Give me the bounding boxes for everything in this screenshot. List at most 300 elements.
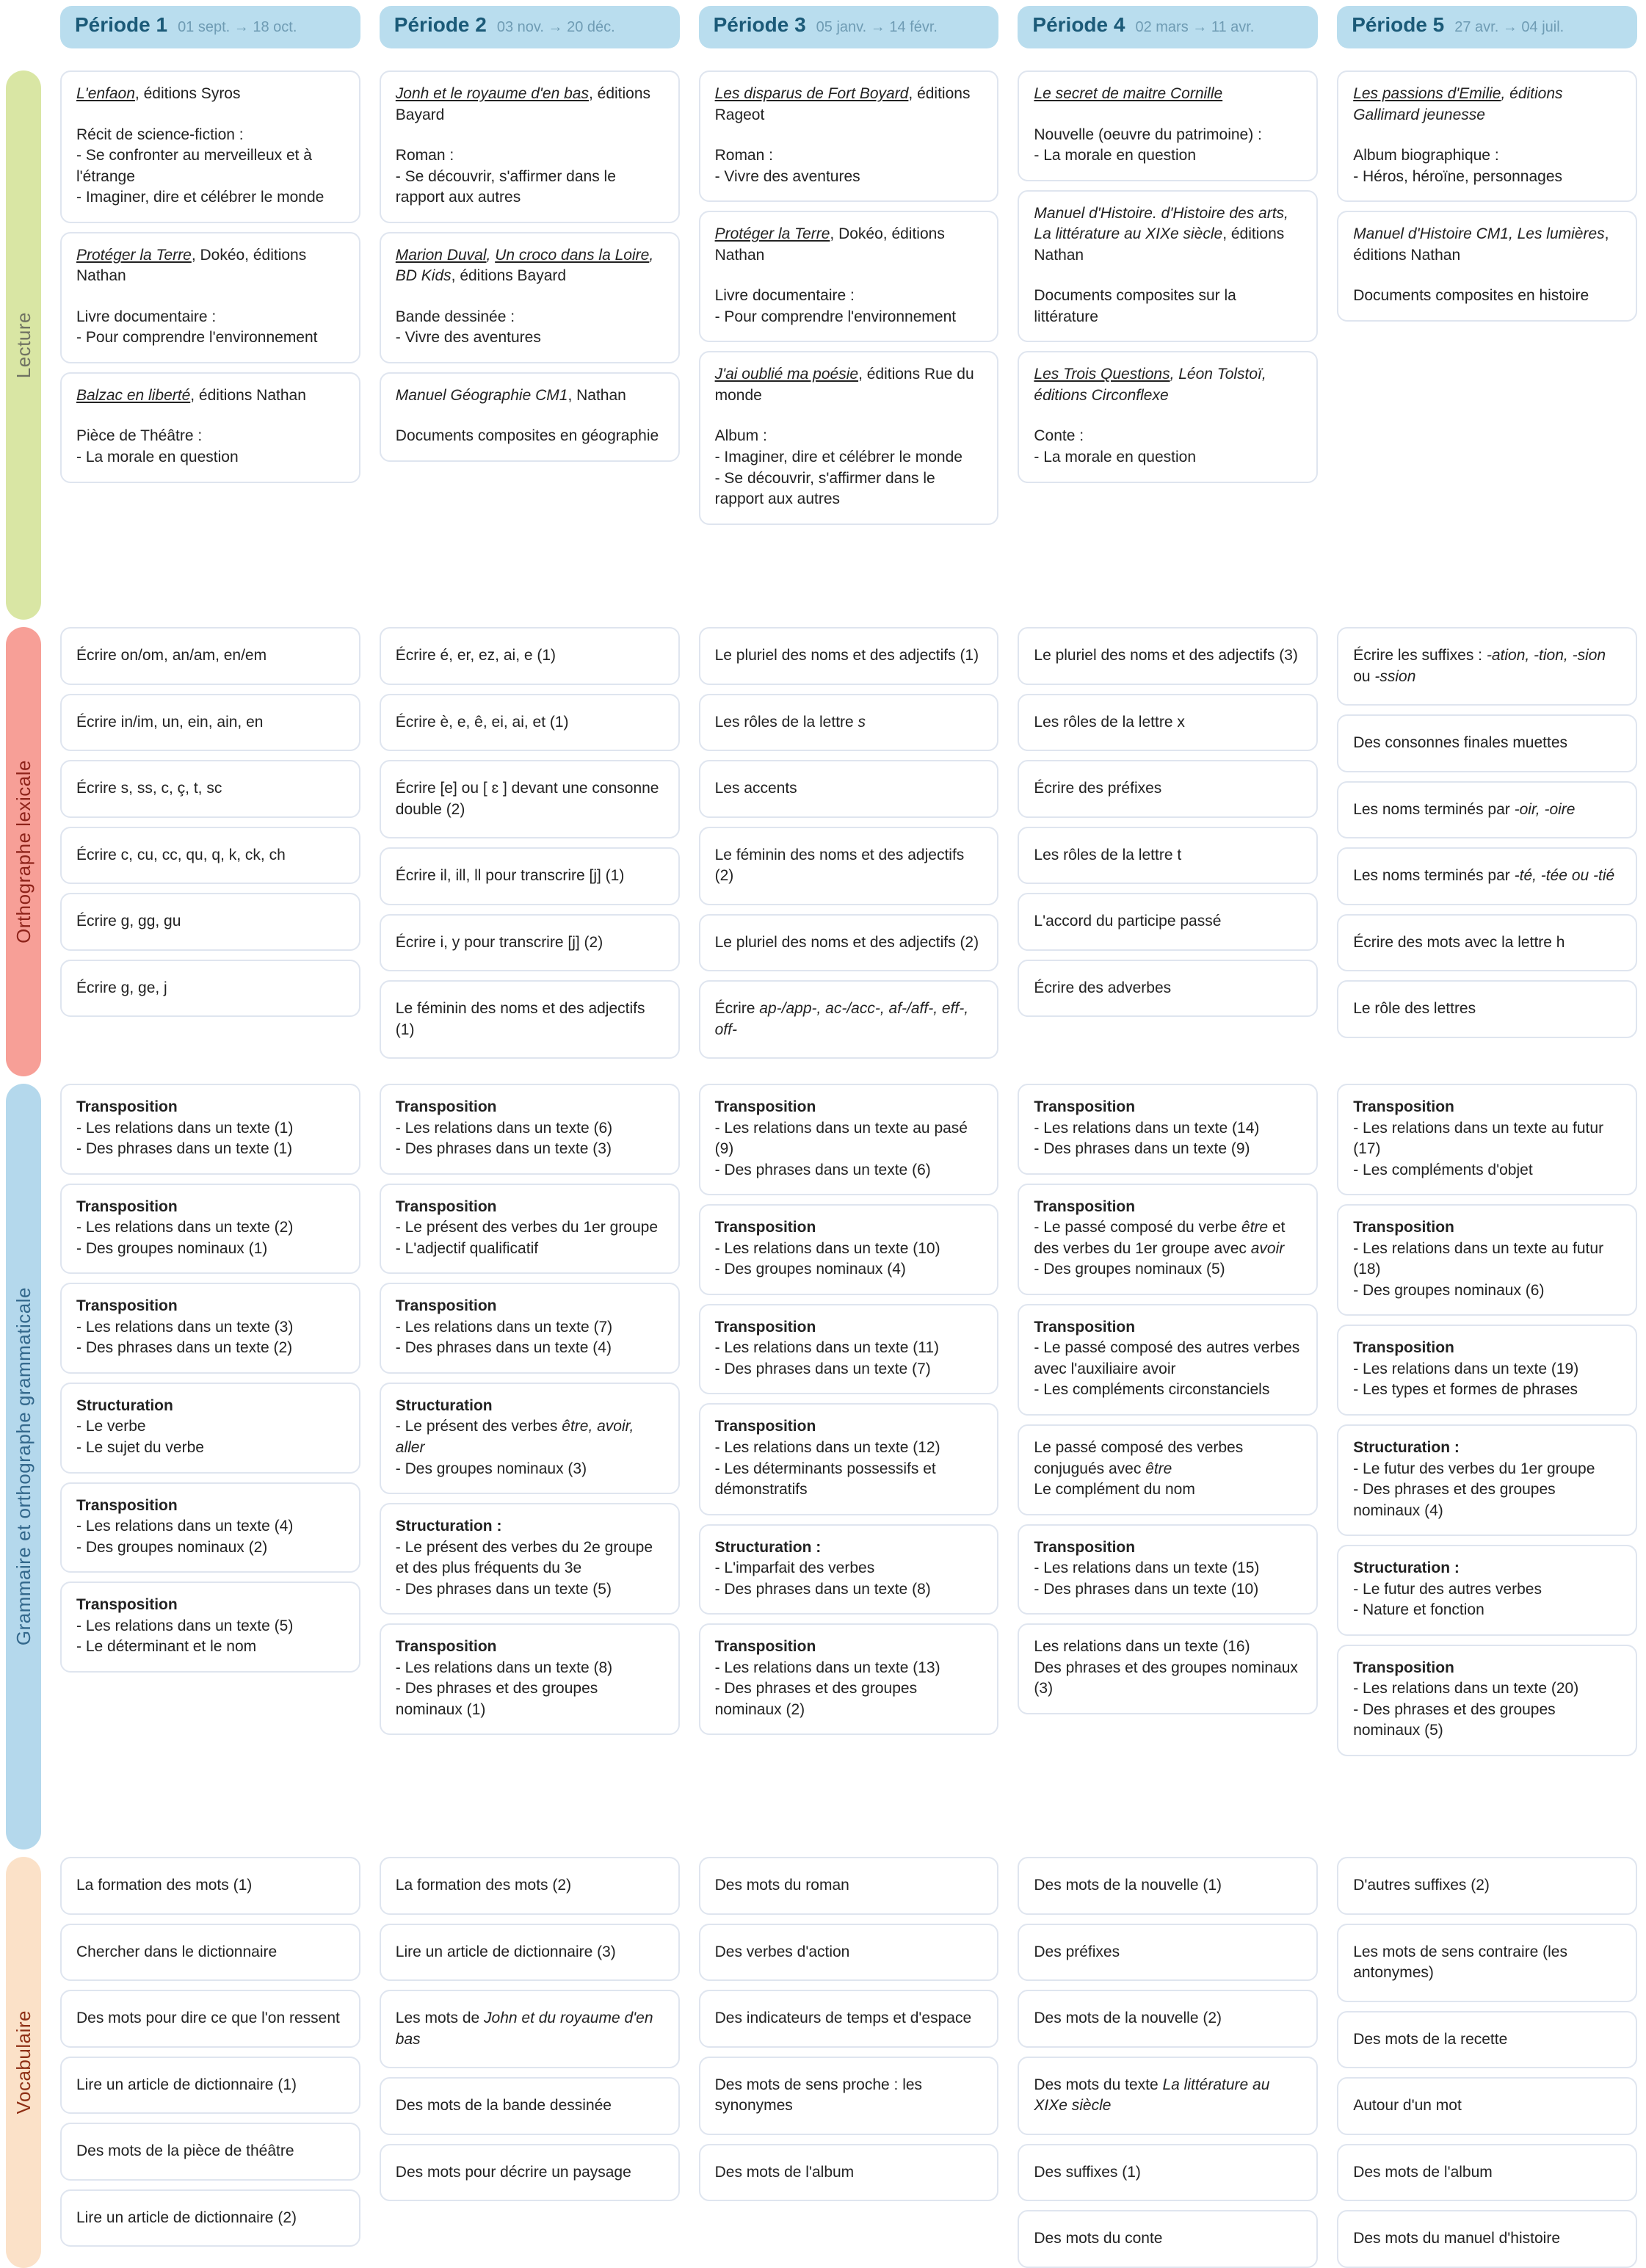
card-line xyxy=(76,1875,344,1896)
activity-card[interactable] xyxy=(1018,351,1318,482)
card-line xyxy=(1034,364,1302,406)
activity-card[interactable] xyxy=(380,2144,680,2202)
card-line xyxy=(76,1396,344,1417)
activity-card[interactable] xyxy=(699,2057,999,2135)
activity-card[interactable] xyxy=(380,1503,680,1615)
card-line xyxy=(396,1678,664,1720)
card-line xyxy=(396,406,664,426)
activity-card[interactable] xyxy=(1337,980,1637,1038)
card-line xyxy=(715,1678,983,1720)
period-dates: 02 mars → 11 avr. xyxy=(1135,19,1255,35)
card-line xyxy=(76,1097,344,1118)
text-segment: , éditions Gallimard jeunesse xyxy=(1353,85,1563,123)
period-column xyxy=(1018,627,1318,1076)
text-segment: Album : xyxy=(714,427,767,445)
text-segment: Documents composites en histoire xyxy=(1353,287,1589,305)
activity-card[interactable] xyxy=(699,914,999,972)
card-line xyxy=(396,1296,664,1317)
activity-card[interactable] xyxy=(1018,760,1318,818)
activity-card[interactable] xyxy=(380,1857,680,1915)
activity-card[interactable] xyxy=(1018,827,1318,885)
activity-card[interactable] xyxy=(1018,190,1318,343)
activity-card[interactable] xyxy=(60,627,360,685)
card-line xyxy=(396,1139,664,1160)
text-segment: Transposition xyxy=(395,1198,497,1215)
activity-card[interactable] xyxy=(1337,2077,1637,2135)
text-segment: Transposition xyxy=(714,1219,816,1236)
text-segment: - Des phrases dans un texte (10) xyxy=(1034,1580,1259,1598)
card-line xyxy=(76,1616,344,1637)
card-line xyxy=(76,1416,344,1438)
card-line xyxy=(396,866,664,887)
text-segment: - Le verbe xyxy=(76,1418,146,1435)
text-segment: Les Trois Questions xyxy=(1034,366,1170,383)
text-segment: Les rôles de la lettre x xyxy=(1034,713,1185,731)
card-line xyxy=(1353,145,1621,167)
activity-card[interactable] xyxy=(1337,1424,1637,1536)
text-segment: Des mots pour dire ce que l'on ressent xyxy=(76,2010,340,2027)
text-segment: - Pour comprendre l'environnement xyxy=(76,329,318,347)
text-segment: L'enfaon xyxy=(76,85,135,102)
activity-card[interactable] xyxy=(699,627,999,685)
activity-card[interactable] xyxy=(380,1383,680,1494)
text-segment: Transposition xyxy=(395,1638,497,1656)
card-line xyxy=(715,426,983,447)
card-line xyxy=(1034,778,1302,800)
text-segment: Bande dessinée : xyxy=(395,308,515,325)
activity-card[interactable] xyxy=(699,694,999,752)
activity-card[interactable] xyxy=(60,694,360,752)
activity-card[interactable] xyxy=(380,694,680,752)
card-line xyxy=(715,1118,983,1160)
activity-card[interactable] xyxy=(1018,70,1318,181)
activity-card[interactable] xyxy=(1018,1990,1318,2048)
card-line xyxy=(1353,1700,1621,1742)
activity-card[interactable] xyxy=(1018,1084,1318,1175)
activity-card[interactable] xyxy=(380,232,680,363)
text-segment: Écrire i, y pour transcrire [j] (2) xyxy=(395,933,603,951)
text-segment: - La morale en question xyxy=(1034,449,1197,466)
card-line xyxy=(715,1579,983,1601)
text-segment: Nouvelle (oeuvre du patrimoine) : xyxy=(1034,126,1262,143)
card-line xyxy=(1353,2095,1621,2117)
text-segment: - Les types et formes de phrases xyxy=(1353,1381,1578,1399)
activity-card[interactable] xyxy=(380,70,680,223)
activity-card[interactable] xyxy=(60,893,360,951)
text-segment: Les relations dans un texte (16) xyxy=(1034,1638,1250,1656)
card-line xyxy=(1034,266,1302,286)
text-segment: Livre documentaire : xyxy=(76,308,217,325)
activity-card[interactable] xyxy=(699,351,999,524)
card-line xyxy=(396,1118,664,1140)
activity-card[interactable] xyxy=(60,1184,360,1275)
card-line xyxy=(76,845,344,866)
text-segment: , xyxy=(486,246,496,264)
text-segment: Le rôle des lettres xyxy=(1353,1000,1476,1018)
activity-card[interactable] xyxy=(1337,211,1637,322)
activity-card[interactable] xyxy=(60,760,360,818)
text-segment: - Le sujet du verbe xyxy=(76,1439,204,1457)
activity-card[interactable] xyxy=(60,1383,360,1474)
activity-card[interactable] xyxy=(60,1084,360,1175)
activity-card[interactable] xyxy=(1018,2057,1318,2135)
section-label-grammaire xyxy=(6,1084,41,1849)
period-column xyxy=(699,627,999,1076)
text-segment: - Des phrases dans un texte (9) xyxy=(1034,1140,1250,1158)
card-line xyxy=(396,999,664,1040)
activity-card[interactable] xyxy=(380,760,680,838)
activity-card[interactable] xyxy=(60,2189,360,2247)
period-column xyxy=(1018,70,1318,620)
activity-card[interactable] xyxy=(60,70,360,223)
text-segment: -ssion xyxy=(1374,667,1416,685)
period-column xyxy=(1337,1084,1637,1849)
text-segment: , éditions Rageot xyxy=(714,85,971,123)
activity-card[interactable] xyxy=(699,211,999,342)
activity-card[interactable] xyxy=(60,827,360,885)
activity-card[interactable] xyxy=(1337,1204,1637,1316)
activity-card[interactable] xyxy=(699,1084,999,1195)
card-line xyxy=(715,778,983,800)
text-segment: Écrire on/om, an/am, en/em xyxy=(76,647,267,664)
period-header-row xyxy=(6,6,1637,48)
text-segment: , éditions Nathan xyxy=(1034,225,1285,264)
text-segment: - Vivre des aventures xyxy=(395,329,541,347)
activity-card[interactable] xyxy=(380,1924,680,1982)
activity-card[interactable] xyxy=(1018,1424,1318,1515)
text-segment: - Se découvrir, s'affirmer dans le rapport aux autres xyxy=(395,167,616,206)
card-line xyxy=(76,125,344,146)
card-line xyxy=(1353,1459,1621,1480)
text-segment: - Les relations dans un texte (20) xyxy=(1353,1680,1579,1698)
activity-card[interactable] xyxy=(60,1482,360,1573)
text-segment: - Le présent des verbes du 1er groupe xyxy=(395,1219,659,1236)
text-segment: Documents composites sur la littérature xyxy=(1034,287,1236,325)
activity-card[interactable] xyxy=(60,2057,360,2115)
section-grammaire xyxy=(6,1084,1637,1849)
text-segment: Les rôles de la lettre xyxy=(714,713,858,731)
activity-card[interactable] xyxy=(699,1204,999,1295)
activity-card[interactable] xyxy=(1337,2210,1637,2268)
activity-card[interactable] xyxy=(60,1283,360,1374)
activity-card[interactable] xyxy=(699,1304,999,1395)
activity-card[interactable] xyxy=(699,1403,999,1515)
activity-card[interactable] xyxy=(1337,1857,1637,1915)
text-segment: BD Kids xyxy=(395,267,452,285)
activity-card[interactable] xyxy=(1018,1623,1318,1714)
text-segment: Le féminin des noms et des adjectifs (2) xyxy=(714,846,965,885)
text-segment: Structuration xyxy=(395,1396,493,1414)
period-header-3 xyxy=(699,6,999,48)
activity-card[interactable] xyxy=(1337,781,1637,839)
text-segment: Transposition xyxy=(395,1297,497,1315)
text-segment: Transposition xyxy=(1353,1659,1454,1676)
activity-card[interactable] xyxy=(380,1623,680,1735)
text-segment: - Des phrases et des groupes nominaux (4) xyxy=(1353,1481,1556,1519)
activity-card[interactable] xyxy=(1337,2011,1637,2069)
activity-card[interactable] xyxy=(380,627,680,685)
text-segment: - L'imparfait des verbes xyxy=(714,1559,875,1577)
text-segment: Des phrases et des groupes nominaux (3) xyxy=(1034,1659,1298,1698)
card-line xyxy=(396,1338,664,1359)
activity-card[interactable] xyxy=(1018,2210,1318,2268)
text-segment: La formation des mots (2) xyxy=(395,1877,572,1894)
text-segment: Transposition xyxy=(714,1418,816,1435)
card-line xyxy=(1353,645,1621,687)
card-line xyxy=(76,2075,344,2096)
activity-card[interactable] xyxy=(699,1990,999,2048)
text-segment: - Se découvrir, s'affirmer dans le rapport aux autres xyxy=(714,469,935,508)
text-segment: Le pluriel des noms et des adjectifs (1) xyxy=(714,647,979,664)
text-segment: - La morale en question xyxy=(1034,147,1197,164)
text-segment: Transposition xyxy=(1034,1318,1136,1336)
activity-card[interactable] xyxy=(699,1924,999,1982)
card-line xyxy=(715,145,983,167)
text-segment: , éditions Bayard xyxy=(395,85,651,123)
activity-card[interactable] xyxy=(380,2077,680,2135)
text-segment: Les mots de xyxy=(395,2010,485,2027)
card-line xyxy=(396,1579,664,1601)
text-segment: , éditions Syros xyxy=(134,85,241,102)
activity-card[interactable] xyxy=(1337,1325,1637,1416)
activity-card[interactable] xyxy=(380,1283,680,1374)
card-line xyxy=(715,1239,983,1260)
card-line xyxy=(1034,2228,1302,2250)
period-column xyxy=(380,1857,680,2268)
card-line xyxy=(1353,1479,1621,1521)
period-column xyxy=(380,627,680,1076)
activity-card[interactable] xyxy=(699,70,999,202)
text-segment: Lire un article de dictionnaire (1) xyxy=(76,2076,297,2093)
card-line xyxy=(396,1516,664,1537)
card-line xyxy=(76,2208,344,2229)
text-segment: La formation des mots (1) xyxy=(76,1877,253,1894)
card-line xyxy=(396,712,664,733)
activity-card[interactable] xyxy=(699,1623,999,1735)
text-segment: , Dokéo, éditions Nathan xyxy=(76,246,307,285)
text-segment: Un croco dans la Loire xyxy=(495,246,650,264)
card-line xyxy=(715,1217,983,1239)
card-line xyxy=(715,224,983,266)
text-segment: Récit de science-fiction : xyxy=(76,126,244,143)
text-segment: - La morale en question xyxy=(76,449,239,466)
period-column xyxy=(60,1857,360,2268)
card-line xyxy=(715,447,983,468)
card-line xyxy=(76,1942,344,1963)
card-line xyxy=(1353,1160,1621,1181)
activity-card[interactable] xyxy=(60,2123,360,2181)
text-segment: - Des phrases et des groupes nominaux (5) xyxy=(1353,1700,1556,1739)
text-segment: - Des groupes nominaux (6) xyxy=(1353,1281,1545,1299)
card-line xyxy=(396,1537,664,1579)
card-line xyxy=(715,1459,983,1501)
activity-card[interactable] xyxy=(60,960,360,1018)
activity-card[interactable] xyxy=(380,980,680,1059)
text-segment: - Vivre des aventures xyxy=(714,167,860,185)
activity-card[interactable] xyxy=(1018,627,1318,685)
card-line xyxy=(396,1637,664,1658)
activity-card[interactable] xyxy=(1337,1545,1637,1636)
card-line xyxy=(1353,1438,1621,1459)
activity-card[interactable] xyxy=(380,1184,680,1275)
activity-card[interactable] xyxy=(1337,914,1637,972)
text-segment: - Les relations dans un texte (7) xyxy=(395,1318,613,1336)
activity-card[interactable] xyxy=(1018,2144,1318,2202)
activity-card[interactable] xyxy=(380,1084,680,1175)
text-segment: Les passions d'Emilie xyxy=(1353,85,1501,102)
card-line xyxy=(715,364,983,406)
card-line xyxy=(715,1658,983,1679)
text-segment: Protéger la Terre xyxy=(76,246,192,264)
text-segment: Transposition xyxy=(1353,1219,1454,1236)
card-line xyxy=(1034,1875,1302,1896)
text-segment: - Les relations dans un texte (5) xyxy=(76,1617,294,1634)
text-segment: Pièce de Théâtre : xyxy=(76,427,203,445)
activity-card[interactable] xyxy=(699,1524,999,1615)
activity-card[interactable] xyxy=(1018,1184,1318,1295)
card-line xyxy=(1353,1217,1621,1239)
card-line xyxy=(1353,1942,1621,1984)
card-line xyxy=(76,2008,344,2029)
text-segment: Écrire des mots avec la lettre h xyxy=(1353,933,1565,951)
activity-card[interactable] xyxy=(699,827,999,905)
text-segment: - Le déterminant et le nom xyxy=(76,1638,257,1656)
card-line xyxy=(396,1396,664,1417)
activity-card[interactable] xyxy=(60,1924,360,1982)
period-column xyxy=(60,1084,360,1849)
activity-card[interactable] xyxy=(1018,893,1318,951)
section-label-text: Vocabulaire xyxy=(12,2010,35,2115)
card-line xyxy=(1353,84,1621,126)
activity-card[interactable] xyxy=(1018,1524,1318,1615)
activity-card[interactable] xyxy=(1337,70,1637,202)
text-segment: Les disparus de Fort Boyard xyxy=(714,85,909,102)
text-segment: - Des phrases dans un texte (8) xyxy=(714,1580,931,1598)
text-segment: - Nature et fonction xyxy=(1353,1601,1484,1619)
text-segment: - Les relations dans un texte (12) xyxy=(714,1439,940,1457)
activity-card[interactable] xyxy=(60,372,360,483)
text-segment: Des mots du texte xyxy=(1034,2076,1163,2093)
card-line xyxy=(76,712,344,733)
text-segment: Transposition xyxy=(1034,1198,1136,1215)
activity-card[interactable] xyxy=(1337,847,1637,905)
activity-card[interactable] xyxy=(1018,1304,1318,1416)
activity-card[interactable] xyxy=(699,1857,999,1915)
text-segment: , xyxy=(649,246,654,264)
activity-card[interactable] xyxy=(699,760,999,818)
card-line xyxy=(76,1637,344,1658)
card-line xyxy=(1034,1380,1302,1401)
card-line xyxy=(715,712,983,733)
text-segment: Balzac en liberté xyxy=(76,386,191,404)
activity-card[interactable] xyxy=(699,980,999,1059)
card-line xyxy=(1353,1678,1621,1700)
text-segment: Lire un article de dictionnaire (3) xyxy=(395,1943,616,1960)
card-line xyxy=(1353,1875,1621,1896)
period-column xyxy=(1018,1084,1318,1849)
card-line xyxy=(76,1595,344,1616)
card-line xyxy=(396,126,664,145)
activity-card[interactable] xyxy=(60,1582,360,1673)
card-line xyxy=(1034,1558,1302,1579)
card-line xyxy=(76,911,344,932)
text-segment: Le secret de maitre Cornille xyxy=(1034,85,1223,102)
activity-card[interactable] xyxy=(1018,1924,1318,1982)
text-segment: - Les relations dans un texte (13) xyxy=(714,1659,940,1676)
text-segment: - Les relations dans un texte au futur (18) xyxy=(1353,1239,1604,1278)
activity-card[interactable] xyxy=(1018,694,1318,752)
text-segment: - Les relations dans un texte (10) xyxy=(714,1239,940,1257)
text-segment: D'autres suffixes (2) xyxy=(1353,1877,1490,1894)
activity-card[interactable] xyxy=(60,1857,360,1915)
card-line xyxy=(1034,1139,1302,1160)
card-line xyxy=(715,286,983,307)
card-line xyxy=(1353,733,1621,754)
card-line xyxy=(715,932,983,954)
activity-card[interactable] xyxy=(1337,2144,1637,2202)
period-column xyxy=(699,70,999,620)
section-orthographe-lexicale xyxy=(6,627,1637,1076)
text-segment: - Des groupes nominaux (5) xyxy=(1034,1261,1225,1278)
text-segment: Transposition xyxy=(714,1098,816,1115)
card-line xyxy=(715,1637,983,1658)
activity-card[interactable] xyxy=(380,372,680,462)
card-line xyxy=(1353,286,1621,307)
period-column xyxy=(699,1084,999,1849)
card-line xyxy=(1034,1537,1302,1559)
card-line xyxy=(76,1338,344,1359)
activity-card[interactable] xyxy=(1337,1645,1637,1756)
text-segment: La littérature au XIXe siècle xyxy=(1034,2076,1270,2115)
card-line xyxy=(396,327,664,349)
text-segment: Lire un article de dictionnaire (2) xyxy=(76,2209,297,2226)
activity-card[interactable] xyxy=(1018,960,1318,1018)
text-segment: - Les relations dans un texte (6) xyxy=(395,1119,613,1137)
text-segment: Transposition xyxy=(714,1638,816,1656)
activity-card[interactable] xyxy=(380,847,680,905)
activity-card[interactable] xyxy=(380,914,680,972)
text-segment: - Des groupes nominaux (1) xyxy=(76,1239,268,1257)
activity-card[interactable] xyxy=(60,1990,360,2048)
period-name: Période 3 xyxy=(713,13,806,36)
card-line xyxy=(1034,286,1302,327)
activity-card[interactable] xyxy=(1337,714,1637,772)
card-line xyxy=(715,1338,983,1359)
text-segment: Le pluriel des noms et des adjectifs (2) xyxy=(714,933,979,951)
card-line xyxy=(1034,1317,1302,1338)
card-line xyxy=(1034,447,1302,468)
text-segment: Écrire é, er, ez, ai, e (1) xyxy=(395,647,556,664)
card-line xyxy=(1034,1259,1302,1280)
text-segment: Les rôles de la lettre t xyxy=(1034,846,1182,863)
card-line xyxy=(1353,1359,1621,1380)
activity-card[interactable] xyxy=(1018,1857,1318,1915)
card-line xyxy=(1353,1558,1621,1579)
text-segment: - Des phrases dans un texte (3) xyxy=(395,1140,612,1158)
activity-card[interactable] xyxy=(1337,627,1637,706)
text-segment: - Le passé composé des autres verbes avec l'auxiliaire avoir xyxy=(1034,1339,1300,1377)
activity-card[interactable] xyxy=(60,232,360,363)
text-segment: - Le passé composé du verbe xyxy=(1034,1219,1241,1236)
activity-card[interactable] xyxy=(1337,1924,1637,2002)
text-segment: - Des phrases dans un texte (1) xyxy=(76,1140,293,1158)
activity-card[interactable] xyxy=(380,1990,680,2068)
text-segment: Écrire c, cu, cc, qu, q, k, ck, ch xyxy=(76,846,286,863)
card-line xyxy=(715,845,983,887)
activity-card[interactable] xyxy=(1337,1084,1637,1195)
text-segment: Transposition xyxy=(76,1098,178,1115)
activity-card[interactable] xyxy=(699,2144,999,2202)
